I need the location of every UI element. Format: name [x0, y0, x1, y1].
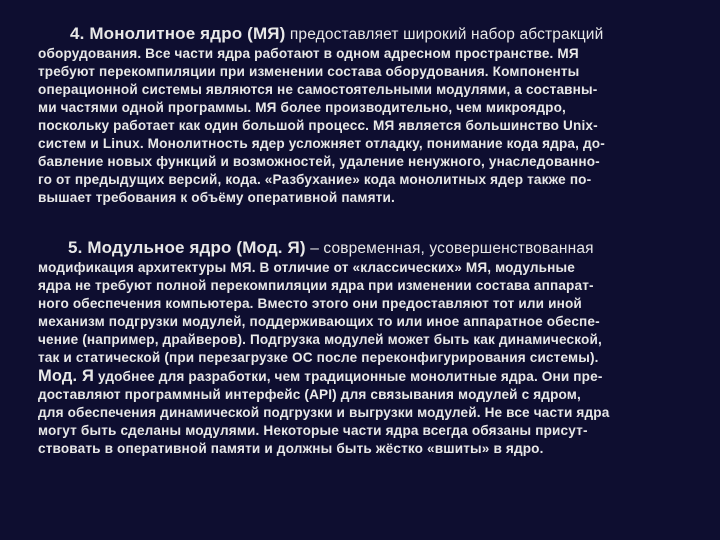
text-line: бавление новых функций и возможностей, удаление ненужного, унаследованно- [38, 154, 600, 169]
text-line: ствовать в оперативной памяти и должны быть жёстко «вшиты» в ядро. [38, 441, 544, 456]
paragraph-modular-kernel [38, 238, 706, 458]
text-line-rest: удобнее для разработки, чем традиционные монолитные ядра. Они пре- [94, 369, 603, 384]
text-line: так и статической (при перезагрузке ОС после переконфигурирования системы). [38, 350, 599, 365]
text-line: систем и Linux. Монолитность ядер усложняет отладку, понимание кода ядра, до- [38, 136, 605, 151]
paragraph-heading: 4. Монолитное ядро (МЯ) [70, 24, 286, 43]
text-line: ми частями одной программы. МЯ более производительно, чем микроядро, [38, 100, 566, 115]
paragraph-heading: 5. Модульное ядро (Мод. Я) [68, 238, 306, 257]
text-line: требуют перекомпиляции при изменении состава оборудования. Компоненты [38, 64, 580, 79]
text-line: для обеспечения динамической подгрузки и выгрузки модулей. Не все части ядра [38, 405, 610, 420]
text-line: го от предыдущих версий, кода. «Разбухание» кода монолитных ядер также по- [38, 172, 592, 187]
paragraph-first-line [38, 24, 706, 45]
text-line: могут быть сделаны модулями. Некоторые части ядра всегда обязаны присут- [38, 423, 588, 438]
modular-kernel-term: Мод. Я [38, 367, 95, 385]
text-line: ядра не требуют полной перекомпиляции ядра при изменении состава аппарат- [38, 278, 594, 293]
text-line: ного обеспечения компьютера. Вместо этого они предоставляют тот или иной [38, 296, 582, 311]
paragraph-monolithic-kernel [38, 24, 706, 207]
text-line: вышает требования к объёму оперативной памяти. [38, 190, 395, 205]
text-line: модификация архитектуры МЯ. В отличие от «классических» МЯ, модульные [38, 260, 576, 275]
paragraph-first-line [38, 238, 706, 259]
text-line: поскольку работает как один большой процесс. МЯ является большинство Unix- [38, 118, 598, 133]
text-line: оборудования. Все части ядра работают в одном адресном пространстве. МЯ [38, 46, 579, 61]
text-line: доставляют программный интерфейс (API) для связывания модулей с ядром, [38, 387, 581, 402]
text-line: чение (например, драйверов). Подгрузка модулей может быть как динамической, [38, 332, 602, 347]
paragraph-lead: – современная, усовершенствованная [305, 240, 594, 257]
text-line: механизм подгрузки модулей, поддерживающих то или иное аппаратное обеспе- [38, 314, 600, 329]
text-line [38, 367, 706, 386]
text-line: операционной системы являются не самостоятельными модулями, а составны- [38, 82, 598, 97]
paragraph-lead: предоставляет широкий набор абстракций [285, 26, 604, 43]
